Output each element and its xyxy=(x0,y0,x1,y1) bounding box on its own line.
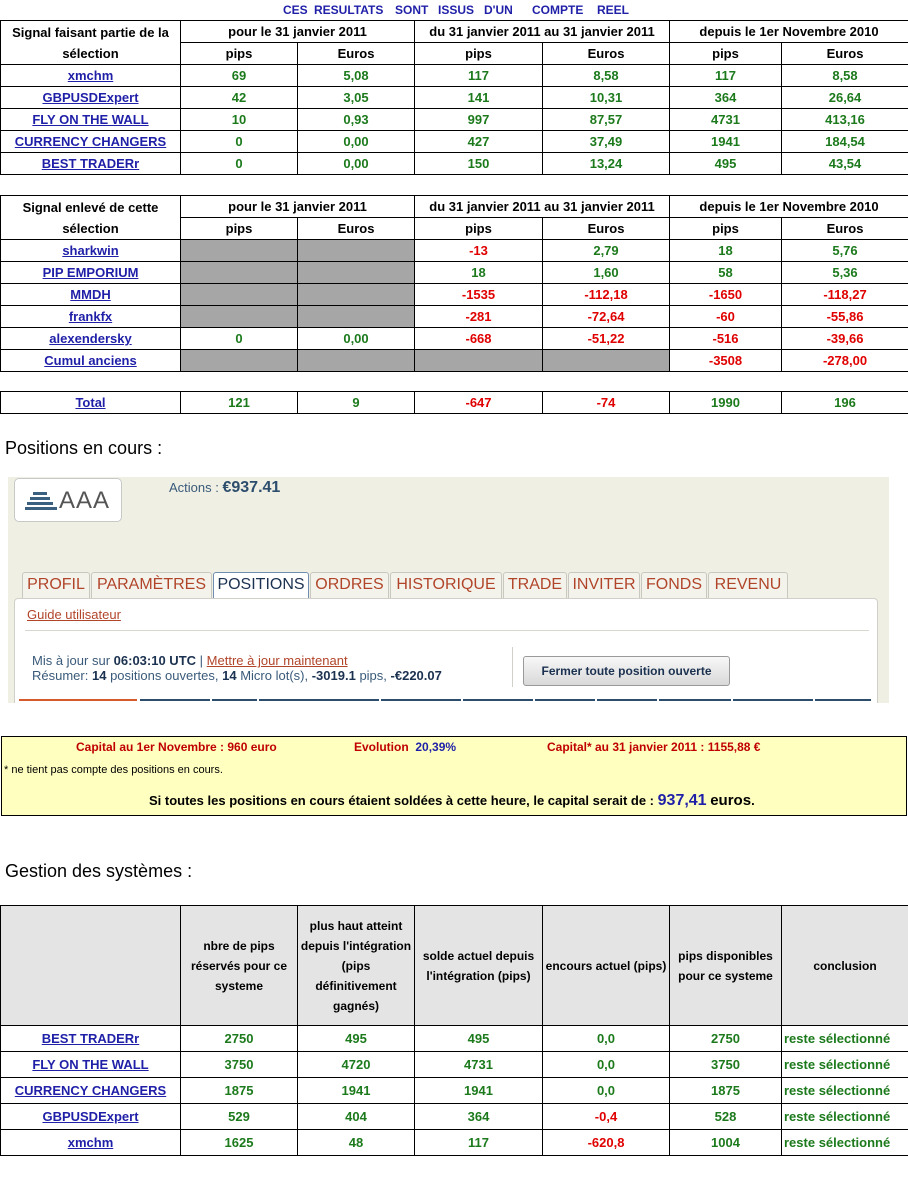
top-note-word: D'UN xyxy=(484,3,513,17)
value-cell: 69 xyxy=(181,65,298,87)
value-cell: 3,05 xyxy=(298,87,415,109)
value-cell: 0,93 xyxy=(298,109,415,131)
value-cell: 1,60 xyxy=(543,262,670,284)
top-note-word: REEL xyxy=(597,3,630,17)
table-row xyxy=(1,87,908,109)
table-row xyxy=(1,262,908,284)
table-row xyxy=(1,328,908,350)
refresh-link[interactable]: Mettre à jour maintenant xyxy=(206,653,348,668)
value-cell: 117 xyxy=(670,65,782,87)
value-cell: -0,4 xyxy=(543,1104,670,1130)
value-cell: 117 xyxy=(415,1130,543,1156)
selected-signals-table xyxy=(0,20,908,175)
tab-revenu[interactable]: REVENU xyxy=(708,572,788,598)
table-row xyxy=(1,1026,908,1052)
signal-link-frankfx[interactable]: frankfx xyxy=(1,306,181,328)
signal-link-best-traderr[interactable]: BEST TRADERr xyxy=(1,153,181,175)
tab-profil[interactable]: PROFIL xyxy=(22,572,90,598)
period-header: depuis le 1er Novembre 2010 xyxy=(670,196,908,218)
tab-ordres[interactable]: ORDRES xyxy=(310,572,389,598)
value-cell: 2,79 xyxy=(543,240,670,262)
table-row xyxy=(1,1130,908,1156)
sub-header: Euros xyxy=(543,218,670,240)
user-guide-link[interactable]: Guide utilisateur xyxy=(27,607,121,622)
tab-positions[interactable]: POSITIONS xyxy=(213,572,309,598)
tab-historique[interactable]: HISTORIQUE xyxy=(390,572,502,598)
top-note-word: COMPTE xyxy=(532,3,584,17)
broker-logo[interactable] xyxy=(14,478,122,522)
tab-fonds[interactable]: FONDS xyxy=(641,572,707,598)
period-header: depuis le 1er Novembre 2010 xyxy=(670,21,908,43)
value-cell: 997 xyxy=(415,109,543,131)
conclusion-cell: reste sélectionné xyxy=(782,1078,908,1104)
empty-cell xyxy=(415,350,543,372)
column-header: solde actuel depuis l'intégration (pips) xyxy=(415,906,543,1026)
signal-link-alexendersky[interactable]: alexendersky xyxy=(1,328,181,350)
value-cell: 5,08 xyxy=(298,65,415,87)
capital-projection: Si toutes les positions en cours étaient soldées à cette heure, le capital serait de : 937,41 euros. xyxy=(149,792,755,809)
table-header-strip xyxy=(19,699,871,703)
table-row xyxy=(1,109,908,131)
table-row xyxy=(1,306,908,328)
value-cell: -112,18 xyxy=(543,284,670,306)
sub-header: pips xyxy=(181,43,298,65)
empty-cell xyxy=(298,262,415,284)
value-cell: 0 xyxy=(181,131,298,153)
value-cell: -55,86 xyxy=(782,306,908,328)
sub-header: Euros xyxy=(543,43,670,65)
sub-header: pips xyxy=(415,218,543,240)
capital-end: Capital* au 31 janvier 2011 : 1155,88 € xyxy=(547,740,761,754)
column-header: conclusion xyxy=(782,906,908,1026)
sub-header: Euros xyxy=(298,43,415,65)
signal-link-fly-on-the-wall[interactable]: FLY ON THE WALL xyxy=(1,109,181,131)
sub-header: Euros xyxy=(298,218,415,240)
positions-heading: Positions en cours : xyxy=(5,438,163,458)
value-cell: 4731 xyxy=(670,109,782,131)
tab-parametres[interactable]: PARAMÈTRES xyxy=(91,572,212,598)
corner-cell xyxy=(1,906,181,1026)
value-cell: 1004 xyxy=(670,1130,782,1156)
value-cell: 1941 xyxy=(415,1078,543,1104)
total-row xyxy=(1,392,908,414)
system-link-xmchm[interactable]: xmchm xyxy=(1,1130,181,1156)
empty-cell xyxy=(298,240,415,262)
period-header: du 31 janvier 2011 au 31 janvier 2011 xyxy=(415,196,670,218)
value-cell: -1650 xyxy=(670,284,782,306)
actions-balance: Actions : €937.41 xyxy=(169,479,281,496)
table-row xyxy=(1,1104,908,1130)
value-cell: -278,00 xyxy=(782,350,908,372)
systems-heading: Gestion des systèmes : xyxy=(5,861,193,881)
top-note-word: SONT xyxy=(395,3,429,17)
systems-table xyxy=(0,905,908,1156)
value-cell: 3750 xyxy=(670,1052,782,1078)
value-cell: 43,54 xyxy=(782,153,908,175)
table-row xyxy=(1,240,908,262)
period-header: pour le 31 janvier 2011 xyxy=(181,196,415,218)
empty-cell xyxy=(181,306,298,328)
value-cell: 10 xyxy=(181,109,298,131)
value-cell: 404 xyxy=(298,1104,415,1130)
tab-inviter[interactable]: INVITER xyxy=(568,572,640,598)
conclusion-cell: reste sélectionné xyxy=(782,1130,908,1156)
value-cell: 364 xyxy=(670,87,782,109)
empty-cell xyxy=(298,306,415,328)
signal-link-xmchm[interactable]: xmchm xyxy=(1,65,181,87)
value-cell: 87,57 xyxy=(543,109,670,131)
column-header: pips disponibles pour ce systeme xyxy=(670,906,782,1026)
total-link[interactable]: Total xyxy=(1,392,181,414)
value-cell: 26,64 xyxy=(782,87,908,109)
value-cell: 5,36 xyxy=(782,262,908,284)
value-cell: 413,16 xyxy=(782,109,908,131)
value-cell: 141 xyxy=(415,87,543,109)
value-cell: 1625 xyxy=(181,1130,298,1156)
value-cell: 2750 xyxy=(670,1026,782,1052)
column-header: encours actuel (pips) xyxy=(543,906,670,1026)
value-cell: 495 xyxy=(415,1026,543,1052)
update-summary: Mis à jour sur 06:03:10 UTC | Mettre à jour maintenant Résumer: 14 positions ouvertes, 14 Micro lot(s), -3019.1 pips, -€220.07 xyxy=(32,653,442,683)
top-note-word: CES xyxy=(283,3,308,17)
value-cell: -620,8 xyxy=(543,1130,670,1156)
empty-cell xyxy=(543,350,670,372)
value-cell: 117 xyxy=(415,65,543,87)
value-cell: 37,49 xyxy=(543,131,670,153)
value-cell: -74 xyxy=(543,392,670,414)
value-cell: 1990 xyxy=(670,392,782,414)
value-cell: 495 xyxy=(298,1026,415,1052)
column-header: nbre de pips réservés pour ce systeme xyxy=(181,906,298,1026)
signal-link-sharkwin[interactable]: sharkwin xyxy=(1,240,181,262)
value-cell: -1535 xyxy=(415,284,543,306)
signal-link-pip-emporium[interactable]: PIP EMPORIUM xyxy=(1,262,181,284)
total-table xyxy=(0,391,908,414)
top-note-word: ISSUS xyxy=(438,3,475,17)
empty-cell xyxy=(298,284,415,306)
table-row xyxy=(1,131,908,153)
value-cell: 1875 xyxy=(181,1078,298,1104)
value-cell: 18 xyxy=(670,240,782,262)
value-cell: 8,58 xyxy=(543,65,670,87)
value-cell: 1941 xyxy=(670,131,782,153)
value-cell: 42 xyxy=(181,87,298,109)
sub-header: pips xyxy=(670,43,782,65)
value-cell: 150 xyxy=(415,153,543,175)
value-cell: 0 xyxy=(181,328,298,350)
sub-header: pips xyxy=(415,43,543,65)
sub-header: pips xyxy=(670,218,782,240)
value-cell: -3508 xyxy=(670,350,782,372)
period-header: du 31 janvier 2011 au 31 janvier 2011 xyxy=(415,21,670,43)
positions-panel xyxy=(14,598,878,703)
value-cell: 58 xyxy=(670,262,782,284)
removed-label: Signal enlevé de cette sélection xyxy=(1,196,181,240)
table-row xyxy=(1,1052,908,1078)
value-cell: -13 xyxy=(415,240,543,262)
column-header: plus haut atteint depuis l'intégration (pips définitivement gagnés) xyxy=(298,906,415,1026)
empty-cell xyxy=(181,262,298,284)
value-cell: 121 xyxy=(181,392,298,414)
signal-link-gbpusdexpert[interactable]: GBPUSDExpert xyxy=(1,87,181,109)
value-cell: 0,00 xyxy=(298,153,415,175)
pyramid-logo-icon xyxy=(25,492,57,512)
table-row xyxy=(1,65,908,87)
value-cell: -516 xyxy=(670,328,782,350)
close-all-positions-button[interactable]: Fermer toute position ouverte xyxy=(523,656,730,686)
actions-value: €937.41 xyxy=(222,479,281,496)
empty-cell xyxy=(181,284,298,306)
value-cell: 0 xyxy=(181,153,298,175)
broker-widget xyxy=(4,477,889,703)
value-cell: 5,76 xyxy=(782,240,908,262)
selected-label: Signal faisant partie de la sélection xyxy=(1,21,181,65)
value-cell: 48 xyxy=(298,1130,415,1156)
value-cell: 0,0 xyxy=(543,1052,670,1078)
update-time: 06:03:10 UTC xyxy=(113,653,197,668)
value-cell: 18 xyxy=(415,262,543,284)
sub-header: Euros xyxy=(782,43,908,65)
value-cell: 1875 xyxy=(670,1078,782,1104)
conclusion-cell: reste sélectionné xyxy=(782,1026,908,1052)
value-cell: 4731 xyxy=(415,1052,543,1078)
value-cell: 184,54 xyxy=(782,131,908,153)
value-cell: 9 xyxy=(298,392,415,414)
value-cell: 1941 xyxy=(298,1078,415,1104)
system-link-best-traderr[interactable]: BEST TRADERr xyxy=(1,1026,181,1052)
value-cell: -60 xyxy=(670,306,782,328)
sub-header: pips xyxy=(181,218,298,240)
conclusion-cell: reste sélectionné xyxy=(782,1104,908,1130)
system-link-fly-on-the-wall[interactable]: FLY ON THE WALL xyxy=(1,1052,181,1078)
system-link-gbpusdexpert[interactable]: GBPUSDExpert xyxy=(1,1104,181,1130)
value-cell: 0,00 xyxy=(298,328,415,350)
empty-cell xyxy=(298,350,415,372)
tab-trade[interactable]: TRADE xyxy=(503,572,567,598)
value-cell: 528 xyxy=(670,1104,782,1130)
value-cell: 0,00 xyxy=(298,131,415,153)
table-row xyxy=(1,284,908,306)
signal-link-cumul-anciens[interactable]: Cumul anciens xyxy=(1,350,181,372)
capital-start: Capital au 1er Novembre : 960 euro xyxy=(76,740,277,754)
value-cell: 2750 xyxy=(181,1026,298,1052)
table-row xyxy=(1,350,908,372)
sub-header: Euros xyxy=(782,218,908,240)
projected-amount: 937,41 xyxy=(657,792,707,809)
empty-cell xyxy=(181,350,298,372)
removed-signals-table xyxy=(0,195,908,372)
value-cell: -72,64 xyxy=(543,306,670,328)
value-cell: 495 xyxy=(670,153,782,175)
value-cell: 10,31 xyxy=(543,87,670,109)
value-cell: -668 xyxy=(415,328,543,350)
value-cell: 4720 xyxy=(298,1052,415,1078)
capital-summary xyxy=(1,736,907,816)
value-cell: 13,24 xyxy=(543,153,670,175)
period-header: pour le 31 janvier 2011 xyxy=(181,21,415,43)
value-cell: -647 xyxy=(415,392,543,414)
top-note xyxy=(0,3,908,19)
value-cell: -281 xyxy=(415,306,543,328)
empty-cell xyxy=(181,240,298,262)
top-note-word: RESULTATS xyxy=(314,3,384,17)
value-cell: 8,58 xyxy=(782,65,908,87)
value-cell: -39,66 xyxy=(782,328,908,350)
logo-text: AAA xyxy=(59,487,111,514)
value-cell: 0,0 xyxy=(543,1026,670,1052)
signal-link-mmdh[interactable]: MMDH xyxy=(1,284,181,306)
value-cell: 196 xyxy=(782,392,908,414)
system-link-currency-changers[interactable]: CURRENCY CHANGERS xyxy=(1,1078,181,1104)
value-cell: -118,27 xyxy=(782,284,908,306)
value-cell: 0,0 xyxy=(543,1078,670,1104)
value-cell: 427 xyxy=(415,131,543,153)
value-cell: -51,22 xyxy=(543,328,670,350)
signal-link-currency-changers[interactable]: CURRENCY CHANGERS xyxy=(1,131,181,153)
table-row xyxy=(1,1078,908,1104)
conclusion-cell: reste sélectionné xyxy=(782,1052,908,1078)
capital-footnote: * ne tient pas compte des positions en cours. xyxy=(4,764,223,776)
table-row xyxy=(1,153,908,175)
value-cell: 3750 xyxy=(181,1052,298,1078)
value-cell: 364 xyxy=(415,1104,543,1130)
value-cell: 529 xyxy=(181,1104,298,1130)
capital-evolution: Evolution 20,39% xyxy=(354,740,457,754)
